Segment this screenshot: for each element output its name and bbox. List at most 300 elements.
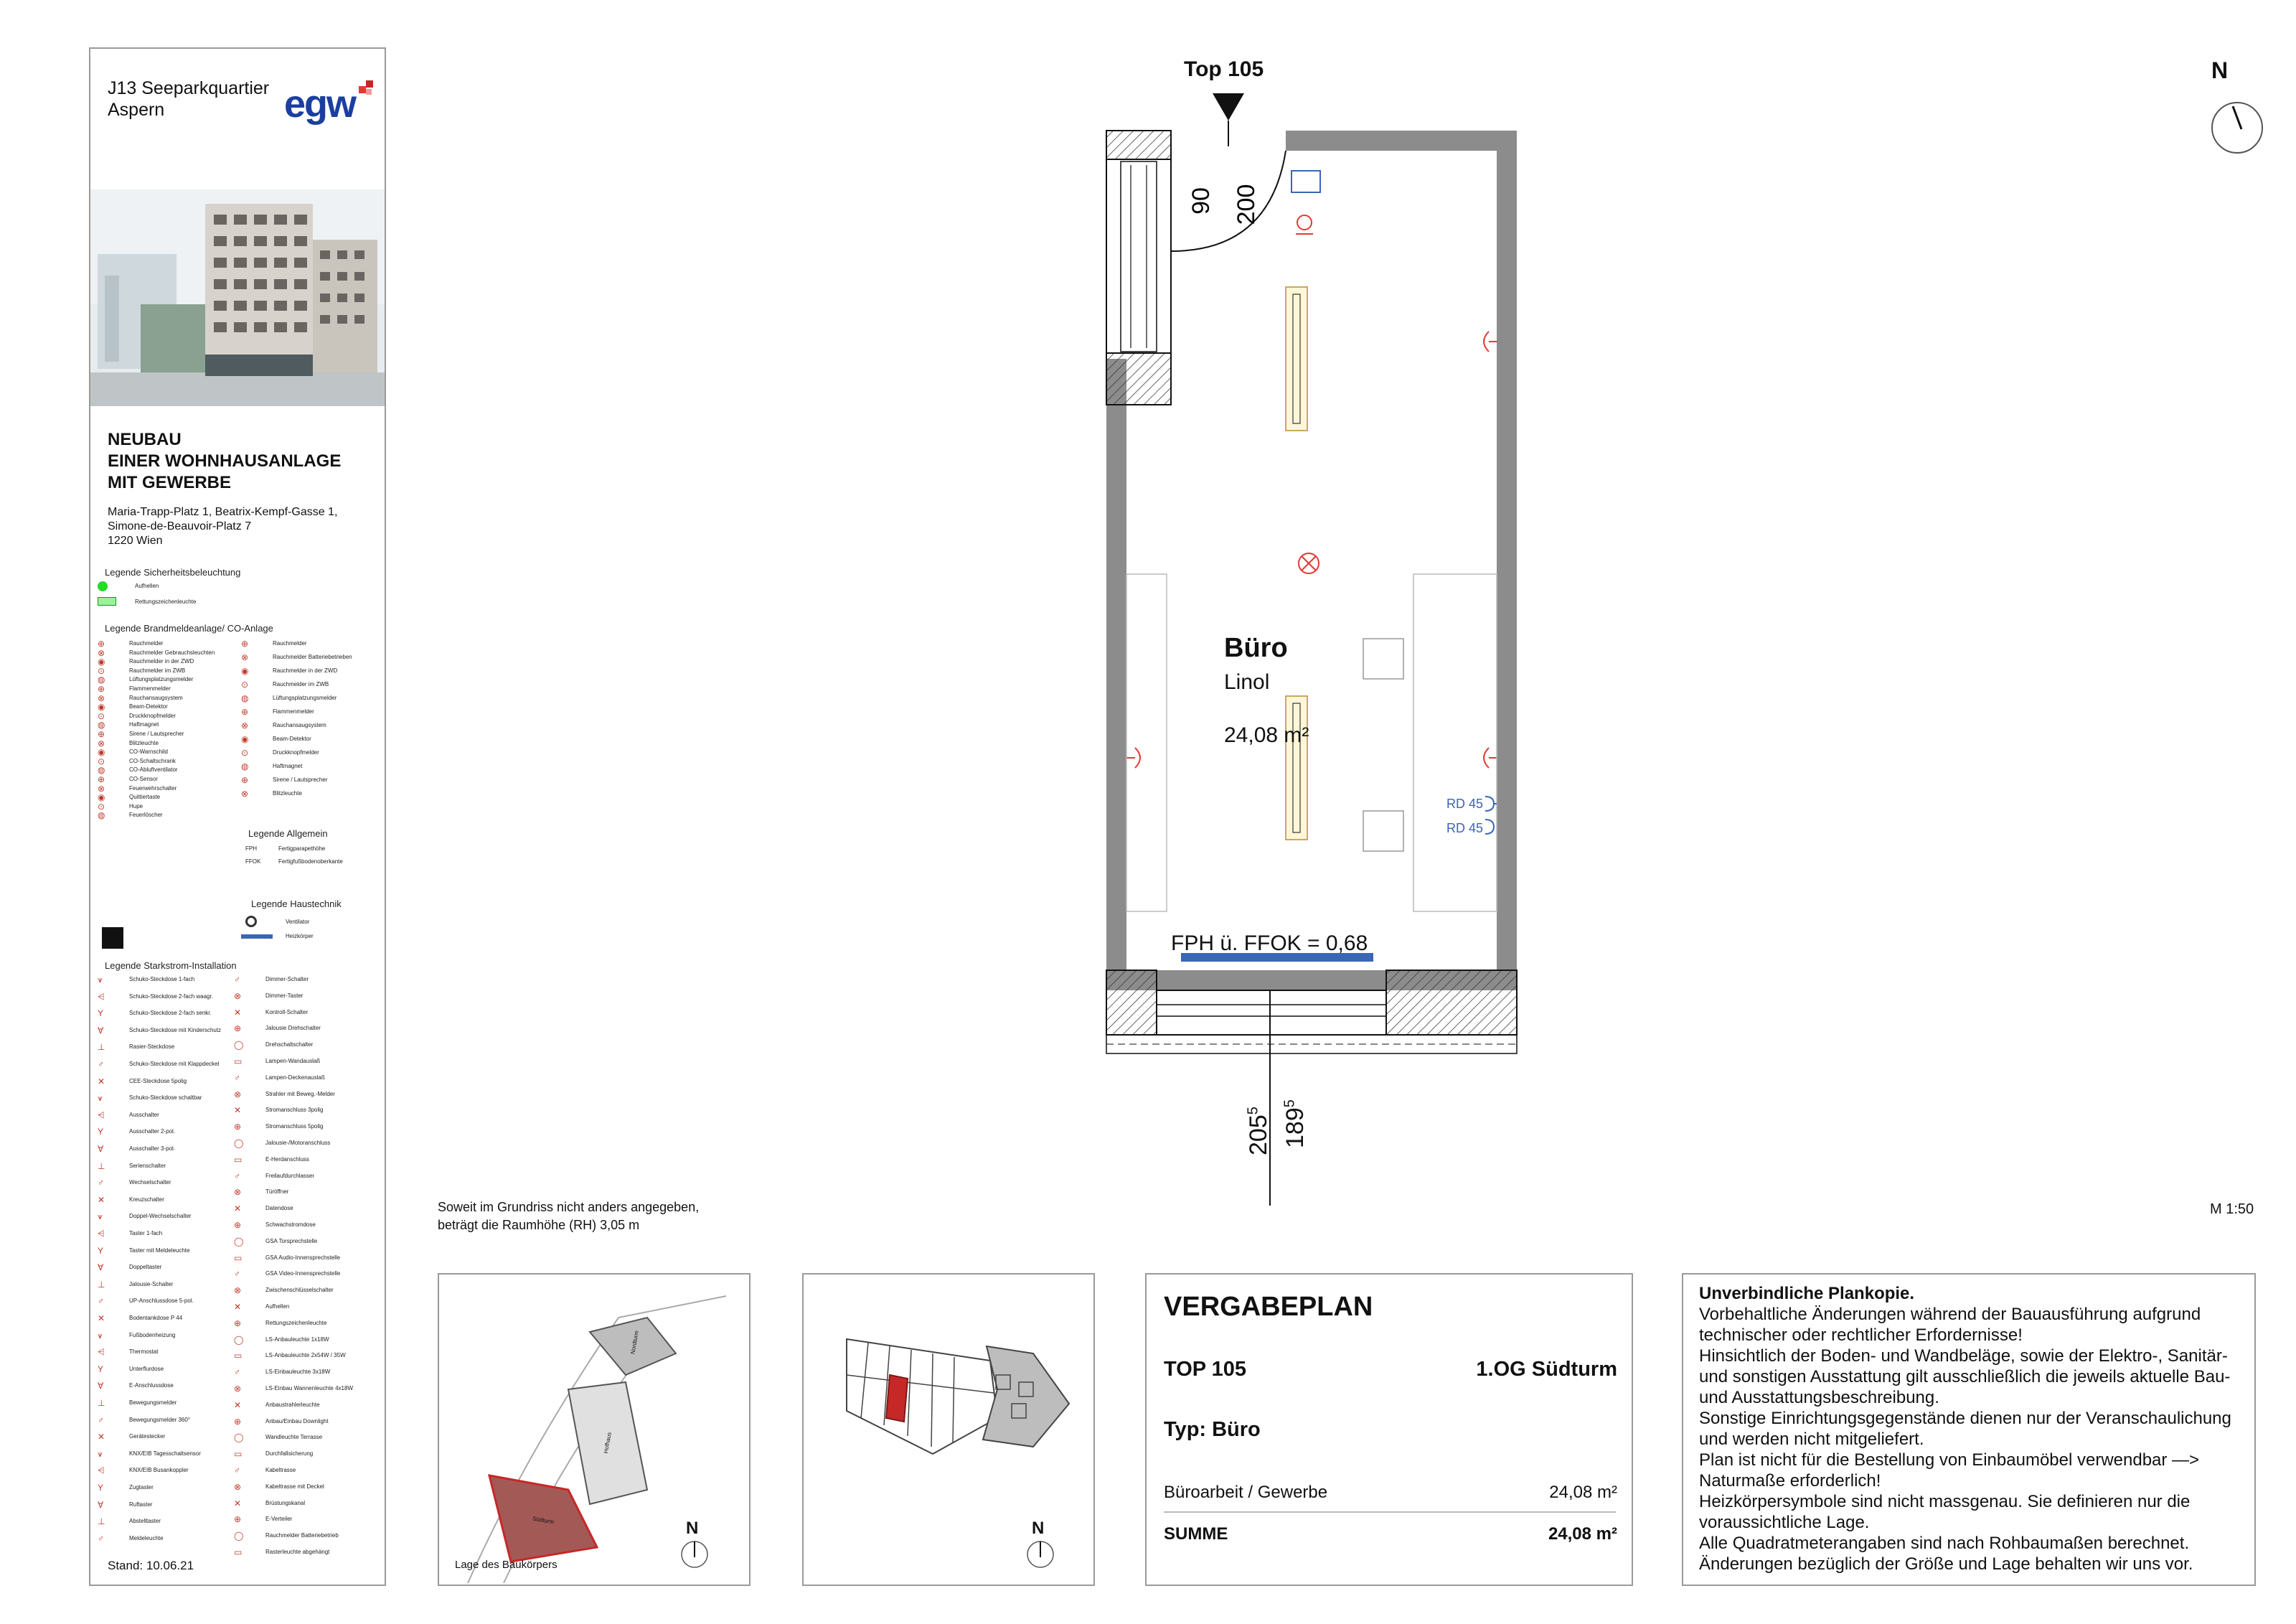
disclaimer-text	[1699, 1283, 2231, 1574]
legend-item: Kreuzschalter	[129, 1196, 164, 1203]
legend-symbol-icon: ▭	[234, 1547, 243, 1557]
legend-haustechnik-title: Legende Haustechnik	[251, 898, 342, 909]
legend-item: Dimmer-Schalter	[265, 976, 309, 982]
legend-symbol-icon: ✕	[234, 1105, 242, 1116]
legend-item: Feuerwehrschalter	[129, 784, 177, 792]
legend-item: Jalousie Drehschalter	[265, 1025, 321, 1032]
north-label: N	[1032, 1519, 1045, 1538]
legend-item: Rauchmelder Gebrauchsleuchten	[129, 649, 215, 656]
legend-symbol-icon: ⊥	[98, 1160, 105, 1171]
disclaimer-line: und sonstigen Ausstattung gilt ausschließlich die jeweils aktuelle Bau-	[1699, 1367, 2231, 1386]
legend-item: Taster mit Meldeleuchte	[129, 1247, 190, 1254]
legend-symbol-icon: ◍	[241, 761, 249, 771]
top-number: TOP 105	[1164, 1358, 1247, 1381]
wall-hatched	[1106, 131, 1171, 159]
legend-item: CO-Warnschild	[129, 748, 168, 756]
legend-item: Rauchmelder in der ZWD	[273, 667, 338, 674]
legend-general-fph-abbr: FPH	[245, 845, 257, 852]
fan-icon	[245, 916, 257, 927]
legend-item: Gerätestecker	[129, 1433, 166, 1440]
legend-general-ffok: Fertigfußbodenoberkante	[278, 858, 343, 865]
legend-item: Anbau/Einbau Downlight	[265, 1417, 329, 1424]
legend-item: Drehschaltschalter	[265, 1041, 314, 1048]
legend-symbol-icon: ◯	[234, 1531, 244, 1541]
legend-symbol-icon: ⊕	[234, 1122, 242, 1132]
legend-symbol-icon: ▭	[234, 1154, 243, 1165]
legend-item: Haftmagnet	[129, 721, 159, 728]
legend-item: Rettungszeichenleuchte	[135, 599, 197, 605]
egw-logo: egw	[284, 83, 356, 126]
legend-symbol-icon: ⩤	[98, 1347, 105, 1358]
legend-item: Quittiertaste	[129, 794, 161, 801]
legend-symbol-icon: ⊕	[241, 707, 249, 717]
legend-item: Ausschalter 3-pol.	[129, 1145, 176, 1152]
floor-plan	[1076, 86, 1578, 1206]
logo-mark-icon	[356, 79, 377, 100]
north-arrow-icon	[1026, 1540, 1055, 1569]
disclaimer-line: Sonstige Einrichtungsgegenstände dienen nur der Veranschaulichung	[1699, 1409, 2231, 1428]
legend-item: Ausschalter 2-pol.	[129, 1128, 176, 1135]
legend-symbol-icon: ◉	[98, 657, 105, 667]
legend-symbol-icon: ◯	[234, 1236, 244, 1247]
legend-item: Ausschalter	[129, 1111, 159, 1118]
legend-item: Flammenmelder	[129, 685, 171, 692]
legend-symbol-icon: ∀	[98, 1262, 104, 1273]
legend-item: Jalousie-Schalter	[129, 1280, 174, 1287]
legend-item: Bodentankdose P 44	[129, 1315, 183, 1321]
green-dot-icon	[98, 581, 108, 591]
legend-item: Meldeleuchte	[129, 1534, 164, 1541]
legend-item: Rauchmelder	[273, 640, 307, 647]
legend-symbol-icon: ⩛	[98, 1093, 103, 1104]
legend-symbol-icon: ⩛	[98, 975, 103, 985]
legend-haustechnik-item: Ventilator	[286, 919, 310, 925]
disclaimer-line: Naturmaße erforderlich!	[1699, 1471, 1881, 1491]
legend-item: Feuerlöscher	[129, 812, 163, 819]
legend-item: Zugtaster	[129, 1484, 154, 1491]
legend-item: Schwachstromdose	[265, 1221, 316, 1228]
legend-symbol-icon: ⊕	[234, 1023, 242, 1034]
legend-item: Druckknopfmelder	[129, 712, 176, 719]
legend-item: Doppel-Wechselschalter	[129, 1213, 192, 1220]
legend-haustechnik-item: Heizkörper	[286, 933, 314, 939]
legend-symbol-icon: ◯	[234, 1138, 244, 1148]
legend-general-title: Legende Allgemein	[248, 828, 328, 839]
disclaimer-line: voraussichtliche Lage.	[1699, 1513, 1870, 1532]
legend-symbol-icon: ⊗	[234, 1481, 242, 1492]
legend-symbol-icon: ⊥	[98, 1398, 105, 1408]
door-width-dim: 90	[1187, 187, 1215, 215]
vergabeplan-title: VERGABEPLAN	[1164, 1292, 1373, 1322]
legend-item: E-Verteiler	[265, 1516, 293, 1523]
legend-item: Türöffner	[265, 1188, 289, 1196]
legend-symbol-icon: ◉	[98, 792, 105, 803]
legend-symbol-icon: Y	[98, 1008, 104, 1019]
legend-item: Sirene / Lautsprecher	[129, 731, 184, 737]
sum-label: SUMME	[1164, 1524, 1228, 1544]
ceiling-light-strip	[1286, 287, 1307, 431]
disclaimer-line: und Ausstattungsbeschreibung.	[1699, 1388, 1939, 1407]
legend-item: Strahler mit Beweg.-Melder	[265, 1090, 335, 1097]
wall-right	[1497, 131, 1517, 970]
legend-item: Rauchansaugsystem	[273, 722, 326, 728]
legend-symbol-icon: ⊗	[234, 1384, 242, 1394]
legend-symbol-icon: ⊙	[241, 748, 249, 758]
row-label: Büroarbeit / Gewerbe	[1164, 1483, 1328, 1502]
north-arrow-icon	[680, 1540, 709, 1569]
legend-item: Schuko-Steckdose 1-fach	[129, 976, 195, 982]
furniture-cabinet	[1126, 574, 1167, 911]
legend-symbol-icon: ⩛	[98, 1448, 103, 1459]
disclaimer-line: Alle Quadratmeterangaben sind nach Rohbaumaßen berechnet.	[1699, 1534, 2190, 1553]
heater-icon	[241, 934, 273, 939]
unit-type: Typ: Büro	[1164, 1418, 1261, 1441]
legend-symbol-icon: ⊗	[241, 721, 249, 731]
legend-symbol-icon: ♂	[234, 975, 240, 985]
legend-symbol-icon: ⊗	[98, 738, 105, 748]
site-plan-panel	[438, 1273, 751, 1586]
legend-symbol-icon: ⩛	[98, 1211, 103, 1222]
note-line: Soweit im Grundriss nicht anders angegeben,	[438, 1200, 700, 1214]
legend-item: Schuko-Steckdose mit Kinderschutz	[129, 1026, 222, 1033]
legend-symbol-icon: ◍	[98, 675, 105, 685]
legend-symbol-icon: ⊥	[98, 1042, 105, 1053]
legend-symbol-icon: ▭	[234, 1449, 243, 1460]
building-label: Nordturm	[629, 1330, 640, 1355]
address-line: Simone-de-Beauvoir-Platz 7	[108, 520, 252, 532]
legend-symbol-icon: ✕	[234, 1498, 242, 1508]
legend-symbol-icon: ♂	[98, 1414, 104, 1425]
legend-symbol-icon: ◉	[98, 702, 105, 713]
legend-symbol-icon: ⩤	[98, 1465, 105, 1476]
legend-symbol-icon: ✕	[234, 1399, 242, 1410]
legend-symbol-icon: ◯	[234, 1334, 244, 1345]
legend-item: E-Anschlussdose	[129, 1382, 174, 1389]
legend-item: Kabeltrasse	[265, 1467, 296, 1473]
legend-symbol-icon: ✕	[98, 1313, 105, 1323]
wall-left	[1106, 359, 1126, 970]
legend-item: GSA Audio-Innensprechstelle	[265, 1254, 341, 1261]
legend-symbol-icon: ◉	[98, 747, 105, 758]
legend-symbol-icon: ⊙	[98, 801, 105, 812]
legend-item: Rasier-Steckdose	[129, 1043, 175, 1051]
legend-item: CO-Abluftventilator	[129, 766, 178, 774]
legend-item: LS-Einbau Wannenleuchte 4x18W	[265, 1385, 353, 1391]
legend-item: KNX/EIB Tagesschaltsensor	[129, 1450, 201, 1457]
legend-symbol-icon: ∀	[98, 1144, 104, 1154]
legend-symbol-icon: ⊙	[98, 665, 105, 676]
legend-symbol-icon: ⊕	[234, 1318, 242, 1328]
legend-item: Stromanschluss 5polig	[265, 1123, 324, 1130]
legend-item: Zwischenschlüsselschalter	[265, 1287, 334, 1294]
legend-symbol-icon: ⊥	[98, 1279, 105, 1290]
disclaimer-line: und werden nicht mitgeliefert.	[1699, 1430, 1924, 1449]
rd-label: RD 45	[1446, 797, 1484, 811]
room-name: Büro	[1224, 633, 1288, 663]
fire-extinguisher-icon	[102, 927, 123, 949]
fph-label: FPH ü. FFOK = 0,68	[1171, 931, 1368, 955]
legend-item: LS-Anbauleuchte 2x54W / 35W	[265, 1352, 346, 1359]
legend-symbol-icon: ⊗	[98, 647, 105, 658]
legend-symbol-icon: ♂	[234, 1465, 240, 1475]
legend-symbol-icon: ⊙	[98, 756, 105, 766]
legend-symbol-icon: ⊕	[98, 684, 105, 694]
legend-item: Thermostat	[129, 1348, 159, 1356]
project-heading	[108, 429, 341, 494]
legend-item: Sirene / Lautsprecher	[273, 776, 328, 783]
project-location: Aspern	[108, 100, 165, 120]
legend-item: Rauchmelder im ZWB	[129, 667, 186, 674]
rd-label: RD 45	[1446, 821, 1484, 835]
floor-key-panel	[802, 1273, 1095, 1586]
legend-item: Schuko-Steckdose 2-fach waagr.	[129, 992, 213, 1000]
site-plan-map	[439, 1275, 749, 1585]
legend-symbol-icon: ⊗	[98, 783, 105, 794]
legend-item: Druckknopfmelder	[273, 749, 319, 756]
legend-item: Abstelltaster	[129, 1518, 161, 1525]
ceiling-light-strip	[1286, 696, 1307, 840]
legend-symbol-icon: ⊗	[234, 1187, 242, 1198]
legend-item: Lüftungsplatzungsmelder	[273, 695, 337, 701]
legend-item: Rauchmelder	[129, 640, 164, 647]
legend-item: Bewegungsmelder	[129, 1399, 177, 1406]
room-area: 24,08 m²	[1224, 723, 1309, 747]
legend-item: Hupe	[129, 802, 144, 809]
divider	[1164, 1511, 1616, 1513]
legend-item: Datendose	[265, 1205, 293, 1212]
legend-symbol-icon: ✕	[234, 1203, 242, 1214]
legend-symbol-icon: ✕	[98, 1076, 105, 1086]
legend-item: Blitzleuchte	[129, 739, 159, 746]
legend-symbol-icon: ◍	[241, 693, 249, 703]
lamp-switch-icon	[1292, 171, 1320, 192]
legend-symbol-icon: ♂	[234, 1269, 240, 1280]
room-height-note	[438, 1198, 699, 1234]
disclaimer-panel	[1682, 1273, 2256, 1586]
legend-item: Blitzleuchte	[273, 790, 302, 797]
heading-line: MIT GEWERBE	[108, 473, 231, 492]
legend-symbol-icon: ⊙	[98, 710, 105, 721]
legend-symbol-icon: ∀	[98, 1025, 104, 1036]
legend-symbol-icon: ✕	[98, 1194, 105, 1205]
note-line: beträgt die Raumhöhe (RH) 3,05 m	[438, 1218, 640, 1232]
legend-symbol-icon: ✕	[234, 1007, 242, 1018]
legend-symbol-icon: ◯	[234, 1432, 244, 1443]
legend-symbol-icon: ♂	[98, 1533, 104, 1544]
entry-arrow-icon	[1213, 93, 1244, 121]
disclaimer-line: Vorbehaltliche Änderungen während der Bauausführung aufgrund	[1699, 1305, 2201, 1324]
north-arrow-icon	[2210, 100, 2264, 155]
wall-top	[1286, 131, 1517, 151]
legend-symbol-icon: ⩤	[98, 991, 105, 1002]
floor-key-map	[804, 1275, 1093, 1585]
legend-item: E-Herdanschluss	[265, 1155, 309, 1163]
address-line: 1220 Wien	[108, 535, 163, 547]
legend-symbol-icon: Y	[98, 1245, 104, 1256]
project-title	[108, 78, 269, 121]
legend-item: Durchfallsicherung	[265, 1450, 314, 1458]
legend-symbol-icon: Y	[98, 1363, 104, 1374]
unit-highlight	[886, 1375, 908, 1422]
legend-item: Fußbodenheizung	[129, 1331, 176, 1338]
address-line: Maria-Trapp-Platz 1, Beatrix-Kempf-Gasse 1,	[108, 506, 338, 518]
building-rendering	[90, 189, 385, 406]
legend-symbol-icon: ◍	[98, 810, 105, 821]
legend-item: CO-Sensor	[129, 776, 159, 782]
legend-symbol-icon: ♂	[98, 1296, 104, 1307]
legend-symbol-icon: ⊕	[234, 1416, 242, 1427]
legend-item: Lampen-Wandauslaß	[265, 1058, 321, 1064]
legend-symbol-icon: ⊕	[234, 1220, 242, 1230]
legend-symbol-icon: ⩤	[98, 1229, 105, 1239]
heading-line: NEUBAU	[108, 430, 182, 449]
legend-symbol-icon: ∀	[98, 1499, 104, 1510]
legend-symbol-icon: ⊕	[241, 639, 249, 649]
legend-symbol-icon: ✕	[234, 1302, 242, 1312]
legend-item: Jalousie-/Motoranschluss	[265, 1140, 331, 1146]
legend-item: Rasterleuchte abgehängt	[265, 1549, 330, 1555]
legend-item: UP-Anschlussdose 5-pol.	[129, 1297, 194, 1305]
legend-symbol-icon: ⩛	[98, 1330, 103, 1341]
door-height-dim: 200	[1233, 184, 1260, 225]
legend-symbol-icon: ⊕	[234, 1514, 242, 1525]
legend-symbol-icon: Y	[98, 1127, 104, 1137]
legend-item: Rauchmelder Batteriebetrieben	[273, 654, 352, 660]
legend-item: Flammenmelder	[273, 708, 314, 715]
legend-item: Schuko-Steckdose schaltbar	[129, 1094, 202, 1102]
switch-icon	[1297, 215, 1312, 230]
legend-symbol-icon: ▭	[234, 1056, 243, 1066]
legend-symbol-icon: ∀	[98, 1381, 104, 1391]
heading-line: EINER WOHNHAUSANLAGE	[108, 451, 342, 471]
legend-item: Dimmer-Taster	[265, 992, 304, 999]
legend-item: Serienschalter	[129, 1162, 166, 1169]
legend-item: GSA Torsprechstelle	[265, 1237, 318, 1244]
legend-safety-title: Legende Sicherheitsbeleuchtung	[105, 567, 241, 578]
legend-symbol-icon: ⊗	[234, 1089, 242, 1099]
legend-symbol-icon: ◯	[234, 1040, 244, 1051]
legend-symbol-icon: ⊗	[241, 652, 249, 662]
legend-item: Lüftungsplatzungsmelder	[129, 676, 194, 683]
legend-item: Rauchmelder in der ZWD	[129, 658, 194, 665]
legend-symbol-icon: ⊕	[98, 774, 105, 784]
info-sidebar	[89, 47, 386, 1586]
vergabeplan-panel	[1145, 1273, 1633, 1586]
legend-item: Bewegungsmelder 360°	[129, 1416, 191, 1423]
legend-symbol-icon: ⊕	[98, 729, 105, 739]
legend-item: Wechselschalter	[129, 1179, 171, 1186]
legend-symbol-icon: ⊗	[234, 1285, 242, 1296]
legend-symbol-icon: ✕	[98, 1432, 105, 1442]
legend-item: GSA Video-Innensprechstelle	[265, 1270, 341, 1277]
north-label: N	[686, 1519, 699, 1538]
legend-power-title: Legende Starkstrom-Installation	[105, 960, 237, 971]
legend-symbol-icon: Y	[98, 1483, 104, 1493]
north-label: N	[2211, 57, 2229, 83]
legend-symbol-icon: ◉	[241, 734, 249, 744]
legend-item: Freilaufdurchlasser	[265, 1172, 315, 1179]
legend-general-ffok-abbr: FFOK	[245, 858, 261, 865]
disclaimer-line: Plan ist nicht für die Bestellung von Einbaumöbel verwendbar —>	[1699, 1450, 2200, 1470]
data-socket-icon	[1485, 797, 1497, 834]
legend-item: Rauchansaugsystem	[129, 694, 183, 701]
scale-label: M 1:50	[2210, 1201, 2254, 1217]
stand-date: Stand: 10.06.21	[108, 1559, 194, 1572]
legend-item: Brüstungskanal	[265, 1499, 306, 1506]
legend-symbol-icon: ⊗	[241, 789, 249, 799]
legend-item: Doppeltaster	[129, 1264, 162, 1271]
legend-symbol-icon: ◍	[98, 765, 105, 776]
legend-symbol-icon: ⊕	[241, 775, 249, 785]
legend-symbol-icon: ◉	[241, 666, 249, 676]
legend-item: Wandleuchte Terrasse	[265, 1434, 323, 1441]
legend-item: KNX/EIB Busankoppler	[129, 1467, 189, 1474]
project-address	[108, 505, 337, 548]
legend-symbol-icon: ⊙	[241, 680, 249, 690]
legend-item: Anbaustrahlerleuchte	[265, 1401, 320, 1408]
legend-item: Ruftaster	[129, 1501, 153, 1508]
legend-fire-title: Legende Brandmeldeanlage/ CO-Anlage	[105, 623, 273, 634]
sum-value: 24,08 m²	[1548, 1524, 1617, 1544]
legend-item: LS-Einbauleuchte 3x18W	[265, 1369, 331, 1376]
legend-item: Kabeltrasse mit Deckel	[265, 1483, 324, 1490]
legend-symbol-icon: ⊥	[98, 1516, 105, 1527]
legend-item: Rauchmelder Batteriebetrieb	[265, 1532, 339, 1539]
legend-symbol-icon: ▭	[234, 1252, 243, 1263]
site-plan-caption: Lage des Baukörpers	[455, 1559, 557, 1571]
legend-symbol-icon: ♂	[234, 1367, 240, 1378]
legend-symbol-icon: ⊗	[98, 693, 105, 703]
legend-item: Taster 1-fach	[129, 1230, 163, 1236]
legend-item: Lampen-Deckenauslaß	[265, 1074, 325, 1081]
legend-symbol-icon: ♂	[98, 1059, 104, 1069]
legend-symbol-icon: ♂	[234, 1170, 240, 1181]
top-label: Top 105	[1184, 57, 1264, 81]
exit-sign-icon	[98, 597, 116, 606]
legend-symbol-icon: ⊗	[234, 990, 242, 1001]
legend-item: CO-Schaltschrank	[129, 757, 176, 764]
disclaimer-line: technischer oder rechtlicher Erfordernisse!	[1699, 1325, 2023, 1345]
legend-item: Rettungszeichenleuchte	[265, 1319, 327, 1326]
legend-item: Schuko-Steckdose 2-fach senkr.	[129, 1010, 212, 1017]
legend-symbol-icon: ♂	[98, 1178, 104, 1188]
disclaimer-title: Unverbindliche Plankopie.	[1699, 1284, 1915, 1303]
legend-symbol-icon: ▭	[234, 1351, 243, 1361]
legend-item: Aufhellen	[135, 583, 159, 589]
legend-item: Stromanschluss 3polig	[265, 1107, 324, 1114]
project-name: J13 Seeparkquartier	[108, 78, 270, 98]
legend-symbol-icon: ⊕	[98, 639, 105, 649]
legend-item: LS-Anbauleuchte 1x18W	[265, 1336, 329, 1343]
legend-item: Rauchmelder im ZWB	[273, 681, 329, 687]
legend-general-fph: Fertigparapethöhe	[278, 845, 326, 852]
legend-item: Unterflurdose	[129, 1365, 164, 1372]
legend-symbol-icon: ⩤	[98, 1109, 105, 1120]
legend-item: CEE-Steckdose 5polig	[129, 1077, 187, 1084]
socket-icon	[1126, 748, 1140, 768]
legend-item: Aufhellen	[265, 1303, 290, 1310]
socket-icon	[1484, 332, 1497, 352]
window-dim-1: $205^5$	[1245, 1107, 1272, 1155]
legend-item: Haftmagnet	[273, 763, 303, 769]
legend-item: Beam-Detektor	[129, 703, 168, 710]
disclaimer-line: Heizkörpersymbole sind nicht massgenau. Sie definieren nur die	[1699, 1492, 2191, 1511]
disclaimer-line: Hinsichtlich der Boden- und Wandbeläge, sowie der Elektro-, Sanitär-	[1699, 1346, 2228, 1366]
row-value: 24,08 m²	[1549, 1483, 1617, 1502]
legend-symbol-icon: ◍	[98, 720, 105, 731]
window-dim-2: $189^5$	[1281, 1099, 1309, 1148]
building-label: Südturm	[532, 1515, 555, 1526]
